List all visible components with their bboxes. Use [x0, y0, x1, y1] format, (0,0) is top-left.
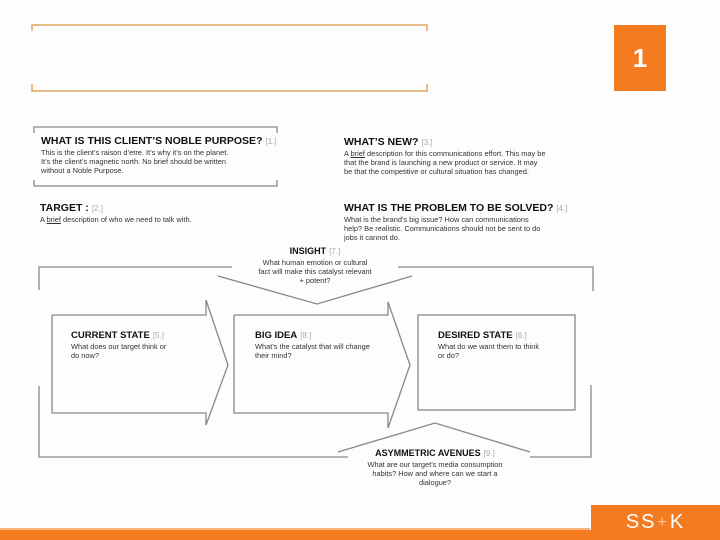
insight-line: What human emotion or cultural: [262, 258, 368, 267]
current-state-section: [71, 330, 166, 360]
current-state-line: do now?: [71, 351, 99, 360]
big-idea-ref: [8.]: [300, 331, 312, 340]
whats-new-line: that the brand is launching a new product or service. It may: [344, 158, 538, 167]
current-state-title: CURRENT STATE [5.]: [71, 330, 164, 341]
problem-ref: [4.]: [556, 204, 568, 213]
desired-state-line: What do we want them to think: [438, 342, 540, 351]
current-state-line: What does our target think or: [71, 342, 167, 351]
big-idea-arrow: [234, 302, 410, 428]
big-idea-line: their mind?: [255, 351, 292, 360]
avenues-title: ASYMMETRIC AVENUES [9.]: [375, 448, 495, 458]
desired-state-section: [438, 330, 539, 360]
avenues-section: [350, 447, 520, 487]
avenues-ref: [9.]: [483, 449, 495, 458]
noble-purpose-line: It’s the client’s magnetic north. No brief should be written: [41, 157, 227, 166]
desired-state-ref: [6.]: [515, 331, 527, 340]
desired-state-line: or do?: [438, 351, 459, 360]
avenues-line: habits? How and where can we start a: [372, 469, 498, 478]
whats-new-title: WHAT’S NEW? [3.]: [344, 136, 433, 148]
target-ref: [2.]: [91, 204, 103, 213]
problem-section: [344, 202, 568, 242]
current-state-ref: [5.]: [152, 331, 164, 340]
desired-state-title: DESIRED STATE [6.]: [438, 330, 527, 341]
whats-new-line: be that the competitive or cultural situation has changed.: [344, 167, 529, 176]
insight-section: [240, 245, 390, 285]
noble-purpose-line: without a Noble Purpose.: [41, 166, 124, 175]
big-idea-title: BIG IDEA [8.]: [255, 330, 312, 341]
avenues-line: dialogue?: [418, 478, 452, 487]
insight-line: + potent?: [299, 276, 331, 285]
noble-purpose-ref: [1.]: [265, 137, 277, 146]
target-section: [40, 202, 192, 224]
whats-new-section: [344, 136, 545, 176]
insight-ref: [7.]: [329, 247, 341, 256]
target-description: A brief description of who we need to talk with.: [40, 215, 192, 224]
big-idea-section: [255, 330, 370, 360]
current-state-arrow: [52, 300, 228, 425]
insight-line: fact will make this catalyst relevant: [258, 267, 372, 276]
avenues-line: What are our target’s media consumption: [367, 460, 503, 469]
noble-purpose-line: This is the client’s raison d’etre. It’s why it’s on the planet.: [41, 148, 229, 157]
problem-title: WHAT IS THE PROBLEM TO BE SOLVED? [4.]: [344, 202, 568, 214]
noble-purpose-title: WHAT IS THIS CLIENT’S NOBLE PURPOSE? [1.]: [41, 135, 277, 147]
problem-line: What is the brand’s big issue? How can communications: [344, 215, 529, 224]
slide-number-badge: 1: [614, 25, 666, 91]
insight-title: INSIGHT [7.]: [289, 246, 341, 256]
whats-new-ref: [3.]: [421, 138, 433, 147]
whats-new-line: A brief description for this communications effort. This may be: [344, 149, 546, 158]
problem-line: jobs it cannot do.: [344, 233, 400, 242]
noble-purpose-section: [41, 135, 277, 175]
target-title: TARGET : [2.]: [40, 202, 103, 214]
ssk-logo: SS + K: [591, 505, 720, 540]
title-bracket: [32, 25, 427, 91]
problem-line: help? Be realistic. Communications should not be sent to do: [344, 224, 541, 233]
big-idea-line: What’s the catalyst that will change: [255, 342, 370, 351]
